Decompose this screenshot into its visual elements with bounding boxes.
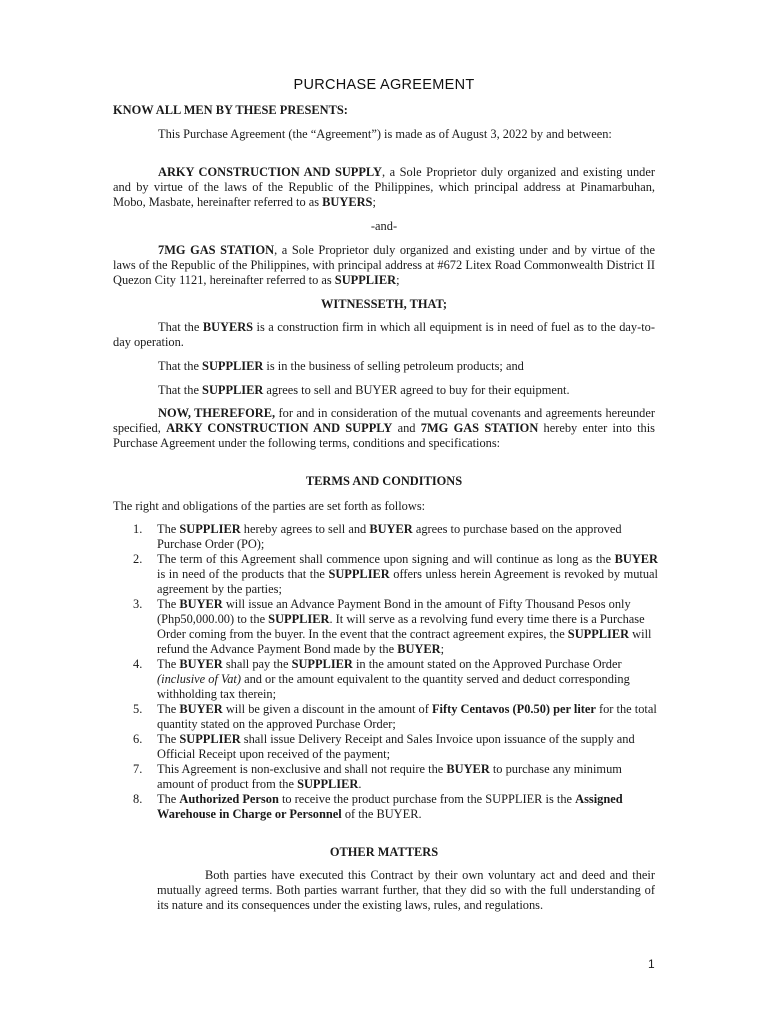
- term-bold: Authorized Person: [179, 792, 279, 806]
- term-item: [113, 552, 658, 597]
- term-text: The: [157, 657, 180, 671]
- now-therefore-lead: NOW, THEREFORE,: [158, 406, 276, 420]
- term-number: 2.: [133, 552, 143, 566]
- term-bold: SUPPLIER: [567, 627, 630, 641]
- recital-3-pre: That the: [158, 383, 203, 397]
- term-text: in the amount stated on the Approved Purchase Order: [352, 657, 622, 671]
- recital-2-bold: SUPPLIER: [202, 359, 264, 373]
- term-item: [113, 762, 658, 792]
- term-bold: SUPPLIER: [291, 657, 353, 671]
- term-text: The: [157, 522, 180, 536]
- page-number: 1: [648, 957, 655, 971]
- term-bold: BUYER: [446, 762, 490, 776]
- term-text: agrees to purchase based on the approved Purchase Order (PO);: [157, 522, 622, 551]
- term-text: of the BUYER.: [341, 807, 422, 821]
- term-item: [113, 732, 658, 762]
- term-text: The term of this Agreement shall commence upon signing and will continue as long as the: [157, 552, 615, 566]
- term-bold: SUPPLIER: [297, 777, 359, 791]
- terms-intro: The right and obligations of the parties are set forth as follows:: [113, 499, 426, 513]
- party1-text: , a Sole Proprietor duly organized and existing under and by virtue of the laws of the Republic of the Philippines, which principal address at Pinamarbuhan, Mobo, Masbate, hereinafter referred to as: [113, 165, 656, 209]
- now-therefore-party2: 7MG GAS STATION: [420, 421, 539, 435]
- recital-1-bold: BUYERS: [202, 320, 254, 334]
- term-text: The: [157, 702, 180, 716]
- party2-name: 7MG GAS STATION: [158, 243, 275, 257]
- opening-line: KNOW ALL MEN BY THESE PRESENTS:: [113, 103, 348, 117]
- term-bold: BUYER: [179, 657, 223, 671]
- term-bold: BUYER: [397, 642, 441, 656]
- term-item: [113, 657, 658, 702]
- term-bold: BUYER: [369, 522, 413, 536]
- term-text: will issue an Advance Payment Bond in the amount of Fifty Thousand Pesos only (Php50,000.00) to the: [157, 597, 631, 626]
- term-text: and or the amount equivalent to the quantity served and deduct corresponding withholding tax therein;: [157, 672, 630, 701]
- term-bold: SUPPLIER: [179, 522, 241, 536]
- term-text: . It will serve as a revolving fund every time there is a Purchase Order coming from the buyer. In the event that the contract agreement expires, the: [157, 612, 645, 641]
- term-text: ;: [440, 642, 445, 656]
- term-text: This Agreement is non-exclusive and shall not require the: [157, 762, 447, 776]
- term-bold: Fifty Centavos (P0.50) per liter: [431, 702, 596, 716]
- term-text: will refund the Advance Payment Bond made by the: [157, 627, 652, 656]
- recital-2: [113, 359, 655, 374]
- term-number: 3.: [133, 597, 143, 611]
- term-text: is in need of the products that the: [157, 567, 329, 581]
- party2-text: , a Sole Proprietor duly organized and existing under and by virtue of the laws of the Republic of the Philippines, with principal address at #672 Litex Road Commonwealth District II Quezon City 1121, hereinafter referred to as: [113, 243, 655, 287]
- term-number: 5.: [133, 702, 143, 716]
- now-therefore-t3: hereby enter into this Purchase Agreement under the following terms, conditions and specifications:: [113, 421, 655, 450]
- now-therefore-t1: for and in consideration of the mutual covenants and agreements hereunder specified,: [113, 406, 655, 435]
- term-bold: SUPPLIER: [268, 612, 330, 626]
- term-number: 4.: [133, 657, 143, 671]
- party1-role: BUYERS: [322, 195, 373, 209]
- term-number: 7.: [133, 762, 143, 776]
- term-text: The: [157, 792, 180, 806]
- party2-end: ;: [396, 273, 400, 287]
- recital-1-post: is a construction firm in which all equipment is in need of fuel as to the day-to-day operation.: [113, 320, 655, 349]
- term-bold: BUYER: [179, 597, 223, 611]
- term-number: 6.: [133, 732, 143, 746]
- witnesseth-heading: WITNESSETH, THAT;: [320, 297, 447, 311]
- term-text: hereby agrees to sell and: [240, 522, 370, 536]
- term-number: 8.: [133, 792, 143, 806]
- term-bold: BUYER: [614, 552, 658, 566]
- term-text: The: [157, 732, 180, 746]
- terms-list: [113, 522, 658, 822]
- other-matters-paragraph: Both parties have executed this Contract by their own voluntary act and deed and their mutually agreed terms. Both parties warrant further, that they did so with the full understanding of its nature and its consequences under the existing laws, rules, and regulations.: [157, 868, 655, 912]
- term-item: [113, 702, 658, 732]
- term-item: [113, 792, 658, 822]
- recital-1: [113, 320, 655, 350]
- intro-paragraph: This Purchase Agreement (the “Agreement”) is made as of August 3, 2022 by and between:: [158, 127, 612, 141]
- term-text: shall issue Delivery Receipt and Sales Invoice upon issuance of the supply and Official Receipt upon received of the payment;: [157, 732, 635, 761]
- recital-3: [113, 383, 655, 398]
- recital-1-pre: That the: [158, 320, 203, 334]
- now-therefore-t2: and: [392, 421, 421, 435]
- and-separator: -and-: [370, 219, 398, 233]
- term-text: shall pay the: [222, 657, 292, 671]
- other-matters-heading: OTHER MATTERS: [329, 845, 439, 859]
- party2-paragraph: [113, 243, 655, 288]
- term-text: .: [358, 777, 362, 791]
- term-bold: Assigned Warehouse in Charge or Personnel: [157, 792, 623, 821]
- party1-name: ARKY CONSTRUCTION AND SUPPLY: [158, 165, 382, 179]
- party1-paragraph: [113, 165, 655, 210]
- term-italic: (inclusive of Vat): [157, 672, 241, 686]
- term-item: [113, 522, 658, 552]
- term-item: [113, 597, 658, 657]
- recital-3-bold: SUPPLIER: [202, 383, 264, 397]
- document-title: PURCHASE AGREEMENT: [293, 77, 475, 93]
- term-text: The: [157, 597, 180, 611]
- party1-end: ;: [372, 195, 376, 209]
- term-number: 1.: [133, 522, 143, 536]
- recital-3-post: agrees to sell and BUYER agreed to buy for their equipment.: [263, 383, 570, 397]
- now-therefore-party1: ARKY CONSTRUCTION AND SUPPLY: [166, 421, 393, 435]
- term-text: will be given a discount in the amount of: [222, 702, 432, 716]
- term-text: to receive the product purchase from the SUPPLIER is the: [278, 792, 576, 806]
- recital-2-post: is in the business of selling petroleum products; and: [263, 359, 524, 373]
- terms-heading: TERMS AND CONDITIONS: [305, 474, 463, 488]
- party2-role: SUPPLIER: [334, 273, 397, 287]
- term-bold: BUYER: [179, 702, 223, 716]
- term-text: to purchase any minimum amount of product from the: [157, 762, 622, 791]
- now-therefore-paragraph: [113, 406, 655, 451]
- recital-2-pre: That the: [158, 359, 203, 373]
- term-bold: SUPPLIER: [328, 567, 390, 581]
- term-text: offers unless herein Agreement is revoked by mutual agreement by the parties;: [157, 567, 658, 596]
- term-bold: SUPPLIER: [179, 732, 241, 746]
- term-text: for the total quantity stated on the approved Purchase Order;: [157, 702, 657, 731]
